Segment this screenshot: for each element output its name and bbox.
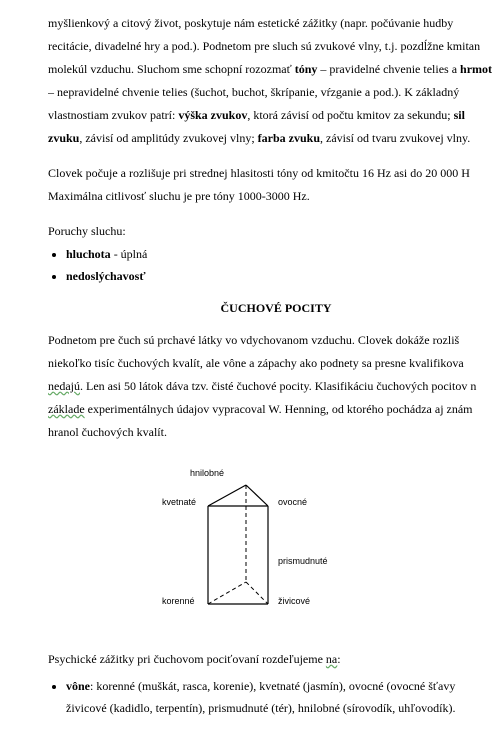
text-line: recitácie, divadelné hry a pod.). Podnetom pre sluch sú zvukové vlny, t.j. pozdĺžne kmitan bbox=[48, 39, 481, 53]
text-line: Clovek počuje a rozlišuje pri strednej hlasitosti tóny od kmitočtu 16 Hz asi do 20 000 H bbox=[48, 166, 470, 180]
label-right-bottom: živicové bbox=[278, 596, 311, 606]
disorders-title: Poruchy sluchu: bbox=[48, 224, 126, 238]
text-line: živicové (kadidlo, terpentín), prismudnuté (tér), hnilobné (sírovodík, uhľovodík). bbox=[66, 701, 456, 715]
text-line: – nepravidelné chvenie telies (šuchot, buchot, škrípanie, vŕzganie a pod.). K základný bbox=[48, 85, 460, 99]
section-heading: ČUCHOVÉ POCITY bbox=[220, 301, 332, 315]
label-left-top: kvetnaté bbox=[162, 497, 197, 507]
text-line: molekúl vzduchu. Sluchom sme schopní rozozmať tóny – pravidelné chvenie telies a hrmot bbox=[48, 62, 493, 76]
text-line: vlastnostiam zvukov patrí: výška zvukov, ktorá závisí od počtu kmitov za sekundu; sil bbox=[48, 108, 465, 122]
disorders-list bbox=[48, 243, 496, 287]
smell-list bbox=[48, 675, 496, 697]
text-line: Psychické zážitky pri čuchovom pociťovaní rozdeľujeme na: bbox=[48, 652, 341, 666]
label-left-bottom: korenné bbox=[162, 596, 195, 606]
text-line: myšlienkový a citový život, poskytuje nám estetické zážitky (napr. počúvanie hudby bbox=[48, 16, 454, 30]
label-right-mid: prismudnuté bbox=[278, 556, 328, 566]
list-item: • nedoslýchavosť bbox=[66, 265, 496, 287]
prism-drawing bbox=[150, 464, 350, 614]
text-line: nedajú. Len asi 50 látok dáva tzv. čisté čuchové pocity. Klasifikáciu čuchových pocitov n bbox=[48, 379, 477, 393]
paragraph-hearing bbox=[48, 12, 496, 150]
text-line: Maximálna citlivosť sluchu je pre tóny 1000-3000 Hz. bbox=[48, 189, 310, 203]
text-line: základe experimentálnych údajov vypracoval W. Henning, od ktorého pochádza aj znám bbox=[48, 402, 473, 416]
text-line: niekoľko tisíc čuchových kvalít, ale vône a zápachy ako podnety sa presne kvalifikova bbox=[48, 356, 464, 370]
text-line: Podnetom pre čuch sú prchavé látky vo vdychovanom vzduchu. Clovek dokáže rozliš bbox=[48, 333, 460, 347]
paragraph-smell bbox=[48, 329, 496, 444]
label-right-top: ovocné bbox=[278, 497, 308, 507]
label-top: hnilobné bbox=[190, 468, 225, 478]
paragraph-frequency bbox=[48, 162, 496, 208]
list-item: • vône: korenné (muškát, rasca, korenie), kvetnaté (jasmín), ovocné (ovocné šťavy bbox=[66, 675, 496, 697]
list-item: • hluchota - úplná bbox=[66, 243, 496, 265]
lower-section bbox=[48, 648, 496, 720]
paragraph-psych bbox=[48, 648, 496, 671]
text-line: zvuku, závisí od amplitúdy zvukovej vlny; farba zvuku, závisí od tvaru zvukovej vlny. bbox=[48, 131, 471, 145]
text-line: hranol čuchových kvalít. bbox=[48, 425, 167, 439]
smell-prism-diagram bbox=[150, 464, 350, 614]
document-page bbox=[48, 12, 496, 444]
